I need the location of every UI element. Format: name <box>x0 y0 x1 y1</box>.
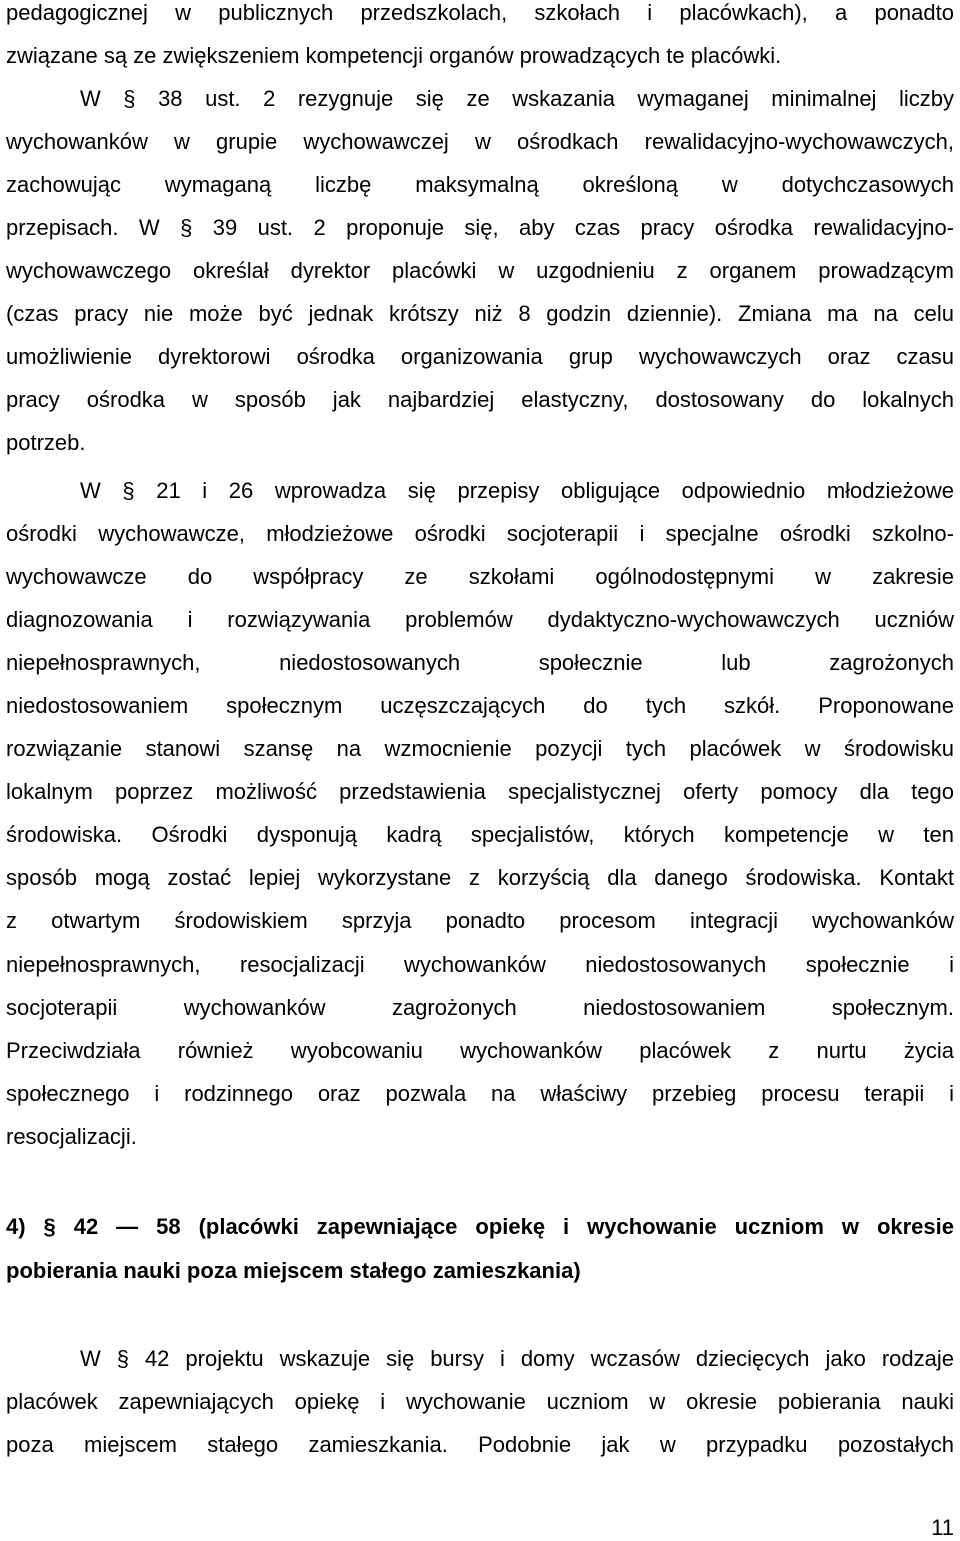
text-line: W § 42 projektu wskazuje się bursy i domy wczasów dziecięcych jako rodzaje <box>80 1346 954 1371</box>
text-line: pedagogicznej w publicznych przedszkolach, szkołach i placówkach), a ponadto <box>6 0 954 25</box>
text-line: resocjalizacji. <box>6 1124 137 1149</box>
text-line: niepełnosprawnych, niedostosowanych społecznie lub zagrożonych <box>6 650 954 675</box>
text-line: lokalnym poprzez możliwość przedstawienia specjalistycznej oferty pomocy dla tego <box>6 779 954 804</box>
text-line: socjoterapii wychowanków zagrożonych niedostosowaniem społecznym. <box>6 995 954 1020</box>
text-line: W § 38 ust. 2 rezygnuje się ze wskazania wymaganej minimalnej liczby <box>80 86 954 111</box>
text-line: zachowując wymaganą liczbę maksymalną określoną w dotychczasowych <box>6 172 954 197</box>
text-line: placówek zapewniających opiekę i wychowanie uczniom w okresie pobierania nauki <box>6 1389 954 1414</box>
section-heading: 4) § 42 — 58 (placówki zapewniające opiekę i wychowanie uczniom w okresie <box>6 1214 954 1239</box>
text-line: (czas pracy nie może być jednak krótszy niż 8 godzin dziennie). Zmiana ma na celu <box>6 301 954 326</box>
text-line: wychowawcze do współpracy ze szkołami ogólnodostępnymi w zakresie <box>6 564 954 589</box>
text-line: niedostosowaniem społecznym uczęszczających do tych szkół. Proponowane <box>6 693 954 718</box>
text-line: Przeciwdziała również wyobcowaniu wychowanków placówek z nurtu życia <box>6 1038 954 1063</box>
text-line: niepełnosprawnych, resocjalizacji wychowanków niedostosowanych społecznie i <box>6 952 954 977</box>
text-line: związane są ze zwiększeniem kompetencji organów prowadzących te placówki. <box>6 43 782 68</box>
section-heading: pobierania nauki poza miejscem stałego zamieszkania) <box>6 1258 581 1283</box>
text-line: przepisach. W § 39 ust. 2 proponuje się, aby czas pracy ośrodka rewalidacyjno- <box>6 215 954 240</box>
text-line: pracy ośrodka w sposób jak najbardziej elastyczny, dostosowany do lokalnych <box>6 387 954 412</box>
text-line: środowiska. Ośrodki dysponują kadrą specjalistów, których kompetencje w ten <box>6 822 954 847</box>
text-line: W § 21 i 26 wprowadza się przepisy obligujące odpowiednio młodzieżowe <box>80 478 954 503</box>
page-number: 11 <box>931 1515 954 1540</box>
text-line: ośrodki wychowawcze, młodzieżowe ośrodki socjoterapii i specjalne ośrodki szkolno- <box>6 521 954 546</box>
text-line: z otwartym środowiskiem sprzyja ponadto procesom integracji wychowanków <box>6 908 954 933</box>
text-line: sposób mogą zostać lepiej wykorzystane z korzyścią dla danego środowiska. Kontakt <box>6 865 954 890</box>
text-line: potrzeb. <box>6 430 86 455</box>
text-line: poza miejscem stałego zamieszkania. Podobnie jak w przypadku pozostałych <box>6 1432 954 1457</box>
text-line: rozwiązanie stanowi szansę na wzmocnienie pozycji tych placówek w środowisku <box>6 736 954 761</box>
text-line: społecznego i rodzinnego oraz pozwala na właściwy przebieg procesu terapii i <box>6 1081 954 1106</box>
text-line: wychowanków w grupie wychowawczej w ośrodkach rewalidacyjno-wychowawczych, <box>6 129 954 154</box>
text-line: wychowawczego określał dyrektor placówki w uzgodnieniu z organem prowadzącym <box>6 258 954 283</box>
text-line: diagnozowania i rozwiązywania problemów dydaktyczno-wychowawczych uczniów <box>6 607 954 632</box>
text-line: umożliwienie dyrektorowi ośrodka organizowania grup wychowawczych oraz czasu <box>6 344 954 369</box>
